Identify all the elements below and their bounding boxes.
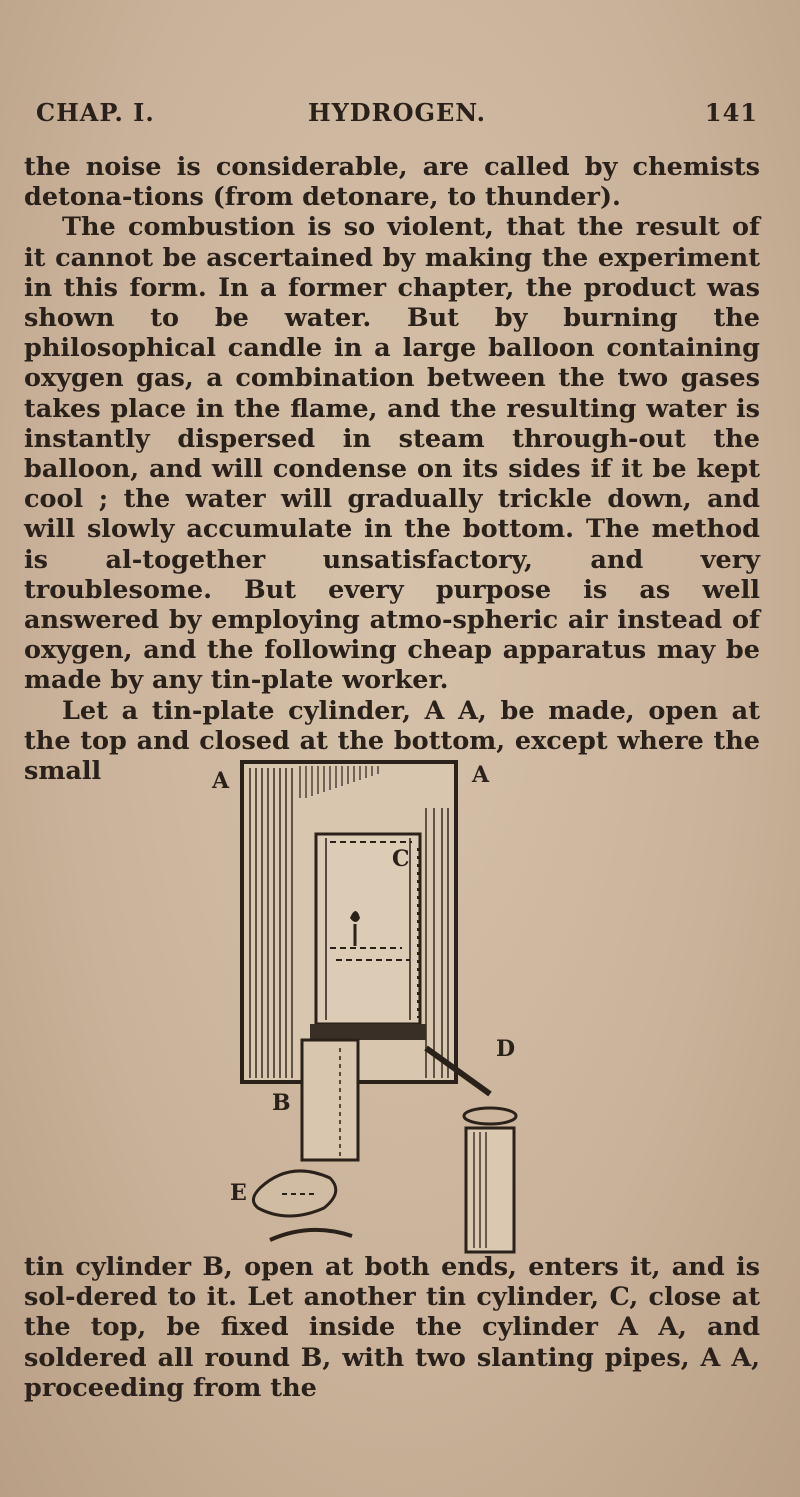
paragraph-1: the noise is considerable, are called by chemists detona-tions (from detonare, to thunder). [24, 152, 760, 213]
apparatus-illustration [190, 748, 590, 1258]
upper-text-block [24, 152, 760, 786]
label-a-right: A [472, 762, 490, 788]
label-d: D [496, 1036, 516, 1062]
lower-text-block [24, 1252, 760, 1403]
paragraph-3: Let a tin-plate cylinder, A A, be made, open at the top and closed at the bottom, except where the small [24, 695, 760, 787]
running-header [36, 98, 764, 138]
page-number: 141 [704, 98, 758, 127]
chapter-label: CHAP. I. [36, 98, 155, 127]
collecting-jar [466, 1128, 514, 1252]
tube-b [302, 1040, 358, 1160]
paragraph-4: tin cylinder B, open at both ends, enters it, and is sol-dered to it. Let another tin cylinder, C, close at the top, be fixed inside the cylinder A A, and soldered all round B, with two slanting pipes, A A, proceeding from the [24, 1252, 760, 1403]
paragraph-2: The combustion is so violent, that the result of it cannot be ascertained by making the experiment in this form. In a former chapter, the product was shown to be water. But by burning the philosophical candle in a large balloon containing oxygen gas, a combination between the two gases takes place in the flame, and the resulting water is instantly dispersed in steam through-out the balloon, and will condense on its sides if it be kept cool ; the water will gradually trickle down, and will slowly accumulate in the bottom. The method is al-together unsatisfactory, and very troublesome. But every purpose is as well answered by employing atmo-spheric air instead of oxygen, and the following cheap apparatus may be made by any tin-plate worker. [24, 212, 760, 696]
apparatus-figure [190, 748, 590, 1258]
label-c: C [392, 846, 410, 872]
label-a-left: A [212, 768, 230, 794]
running-title: HYDROGEN. [308, 98, 487, 127]
jar-rim [464, 1108, 516, 1124]
cylinder-base-band [310, 1024, 426, 1040]
label-b: B [272, 1090, 291, 1116]
label-e: E [230, 1180, 247, 1206]
